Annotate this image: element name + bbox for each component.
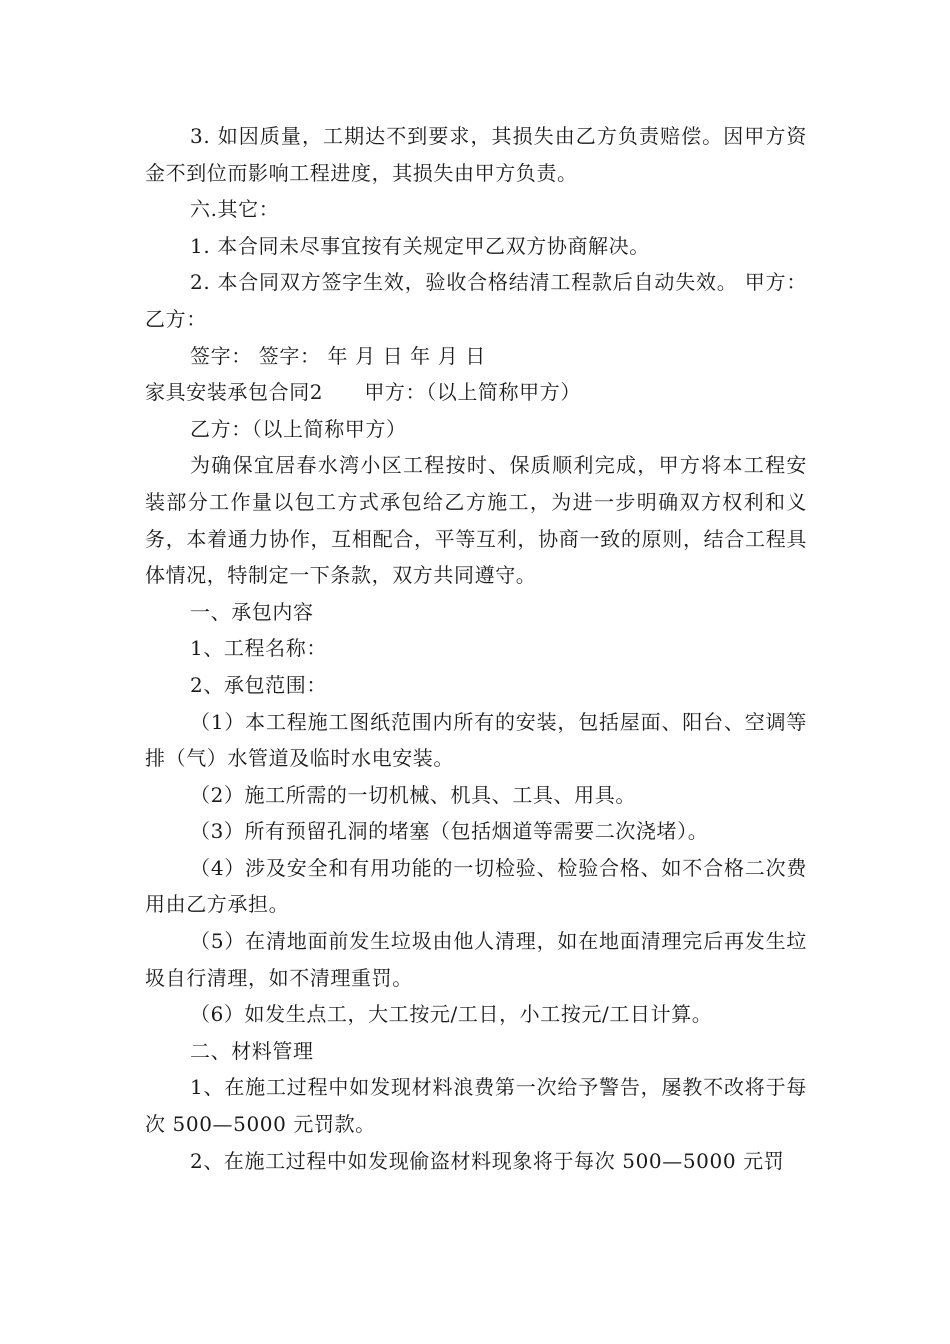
material-clause-1: 1、在施工过程中如发现材料浪费第一次给予警告，屡教不改将于每次 500—5000 元罚款。: [145, 1075, 807, 1137]
scope-item-2: （2）施工所需的一切机械、机具、工具、用具。: [190, 782, 636, 807]
clause-6-1: 1. 本合同未尽事宜按有关规定甲乙双方协商解决。: [190, 233, 650, 258]
party-b-line: 乙方：（以上简称甲方）: [190, 416, 407, 441]
scope-item-5: （5）在清地面前发生垃圾由他人清理，如在地面清理完后再发生垃圾自行清理，如不清理重罚。: [145, 929, 807, 990]
section-2-heading: 二、材料管理: [190, 1038, 314, 1063]
preamble-paragraph: 为确保宜居春水湾小区工程按时、保质顺利完成，甲方将本工程安装部分工作量以包工方式承包给乙方施工，为进一步明确双方权利和义务，本着通力协作，互相配合，平等互利，协商一致的原则，结合工程具体情况，特制定一下条款，双方共同遵守。: [145, 453, 807, 588]
signature-line: 签字： 签字： 年 月 日 年 月 日: [190, 343, 486, 368]
scope-item-6: （6）如发生点工，大工按元/工日，小工按元/工日计算。: [190, 1002, 713, 1027]
scope-item-4: （4）涉及安全和有用功能的一切检验、检验合格、如不合格二次费用由乙方承担。: [145, 855, 807, 917]
clause-6-2: 2. 本合同双方签字生效，验收合格结清工程款后自动失效。 甲方： 乙方：: [145, 270, 814, 331]
clause-3-liability: 3. 如因质量，工期达不到要求，其损失由乙方负责赔偿。因甲方资金不到位而影响工程进度，其损失由甲方负责。: [145, 124, 807, 185]
item-scope: 2、承包范围：: [190, 672, 327, 697]
item-project-name: 1、工程名称：: [190, 636, 327, 661]
material-clause-2: 2、在施工过程中如发现偷盗材料现象将于每次 500—5000 元罚: [190, 1148, 785, 1173]
section-6-heading: 六.其它：: [190, 197, 280, 222]
document-body: [145, 118, 814, 1179]
scope-item-3: （3）所有预留孔洞的堵塞（包括烟道等需要二次浇堵）。: [190, 819, 709, 844]
contract-2-title: 家具安装承包合同2 甲方：（以上简称甲方）: [145, 380, 581, 405]
section-1-heading: 一、承包内容: [190, 599, 314, 624]
scope-item-1: （1）本工程施工图纸范围内所有的安装，包括屋面、阳台、空调等排（气）水管道及临时水电安装。: [145, 709, 807, 771]
